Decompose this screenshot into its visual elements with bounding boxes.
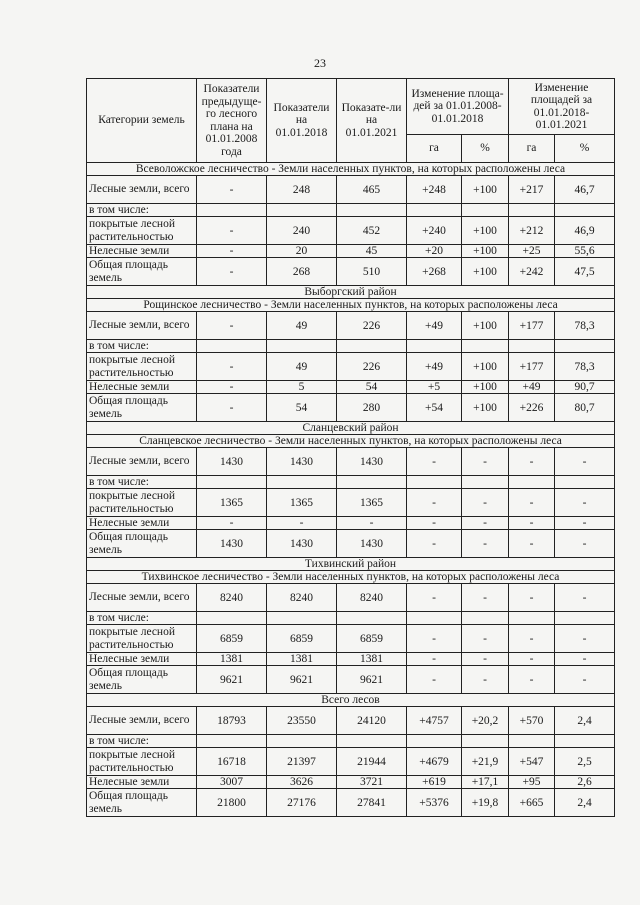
row-value: - [407,666,462,694]
table-row [87,448,615,476]
row-label: Лесные земли, всего [87,448,197,476]
row-label: Нелесные земли [87,517,197,530]
row-value [462,612,509,625]
row-value: 2,4 [555,789,615,817]
row-label: покрытые лесной растительностью [87,625,197,653]
row-value: - [197,394,267,422]
row-value: 27176 [267,789,337,817]
table-row [87,625,615,653]
row-label: покрытые лесной растительностью [87,748,197,776]
section-title: Тихвинское лесничество - Земли населенных пунктов, на которых расположены леса [87,571,615,584]
row-value: 1430 [267,448,337,476]
row-value: 21800 [197,789,267,817]
row-label: Нелесные земли [87,776,197,789]
row-value: +54 [407,394,462,422]
row-value: 9621 [337,666,407,694]
section-row [87,435,615,448]
row-value: +49 [407,353,462,381]
row-value: - [462,517,509,530]
section-title: Всего лесов [87,694,615,707]
table-row [87,748,615,776]
row-value: +212 [509,217,555,245]
row-value: +100 [462,176,509,204]
table-row [87,612,615,625]
row-value: 78,3 [555,353,615,381]
row-value: +619 [407,776,462,789]
row-label: Общая площадь земель [87,789,197,817]
row-label: в том числе: [87,612,197,625]
row-value [337,612,407,625]
row-value: 280 [337,394,407,422]
table-row [87,245,615,258]
row-value: - [407,584,462,612]
row-value: +95 [509,776,555,789]
row-value: 2,4 [555,707,615,735]
row-value: 3007 [197,776,267,789]
header-pct: % [462,135,509,163]
row-value: 1430 [197,530,267,558]
row-value: 1381 [197,653,267,666]
row-value: 6859 [267,625,337,653]
row-value: +21,9 [462,748,509,776]
row-value: 16718 [197,748,267,776]
table-body [87,163,615,817]
row-label: покрытые лесной растительностью [87,217,197,245]
row-value: 3626 [267,776,337,789]
row-value [509,204,555,217]
row-value: +17,1 [462,776,509,789]
row-value: - [197,381,267,394]
row-value: 1365 [337,489,407,517]
row-label: Нелесные земли [87,653,197,666]
row-value: 20 [267,245,337,258]
row-value: 54 [267,394,337,422]
row-value: 1430 [267,530,337,558]
row-value: 9621 [267,666,337,694]
row-label: Нелесные земли [87,245,197,258]
row-value: - [462,653,509,666]
row-value: 1381 [337,653,407,666]
row-value: 1430 [337,530,407,558]
row-value: - [197,312,267,340]
row-value [407,340,462,353]
row-value [462,204,509,217]
district-row [87,422,615,435]
row-value [267,476,337,489]
row-value: 54 [337,381,407,394]
row-value: +5 [407,381,462,394]
row-value [197,612,267,625]
row-value: 80,7 [555,394,615,422]
header-pct: % [555,135,615,163]
row-value: - [197,353,267,381]
row-value: - [197,217,267,245]
row-label: Лесные земли, всего [87,584,197,612]
row-value [197,735,267,748]
row-value: - [462,448,509,476]
row-value: +242 [509,258,555,286]
row-value [267,340,337,353]
row-value [337,735,407,748]
row-value [337,476,407,489]
row-value [337,204,407,217]
row-value [197,340,267,353]
table-row [87,517,615,530]
row-value: - [555,448,615,476]
row-value: 78,3 [555,312,615,340]
row-value [509,735,555,748]
row-label: Лесные земли, всего [87,176,197,204]
header-change-2008-2018: Изменение площа-дей за 01.01.2008-01.01.2018 [407,79,509,135]
row-value: 18793 [197,707,267,735]
row-value: 21944 [337,748,407,776]
row-value: +20,2 [462,707,509,735]
header-ha: га [509,135,555,163]
row-value: +49 [407,312,462,340]
row-value: 47,5 [555,258,615,286]
section-title: Всеволожское лесничество - Земли населенных пунктов, на которых расположены леса [87,163,615,176]
table-row [87,735,615,748]
row-value: +100 [462,381,509,394]
row-value: 2,5 [555,748,615,776]
section-title: Сланцевское лесничество - Земли населенных пунктов, на которых расположены леса [87,435,615,448]
table-row [87,353,615,381]
row-value: +248 [407,176,462,204]
row-value: - [267,517,337,530]
row-label: Общая площадь земель [87,394,197,422]
row-label: в том числе: [87,340,197,353]
row-label: Общая площадь земель [87,530,197,558]
row-value: 8240 [267,584,337,612]
row-value [555,204,615,217]
row-label: Лесные земли, всего [87,312,197,340]
table-row [87,394,615,422]
row-value: 90,7 [555,381,615,394]
table-row [87,584,615,612]
header-prev-plan: Показатели предыдуще-го лесного плана на 01.01.2008 года [197,79,267,163]
row-value [407,476,462,489]
row-value: 49 [267,353,337,381]
row-value: - [509,584,555,612]
row-value: - [509,625,555,653]
row-value: 1381 [267,653,337,666]
row-value: 1365 [197,489,267,517]
district-row [87,286,615,299]
row-value: +100 [462,394,509,422]
row-value: 452 [337,217,407,245]
table-row [87,789,615,817]
row-value: - [197,258,267,286]
row-label: в том числе: [87,735,197,748]
row-value [509,476,555,489]
row-label: покрытые лесной растительностью [87,489,197,517]
row-value: - [462,625,509,653]
row-value: +49 [509,381,555,394]
row-value: 240 [267,217,337,245]
row-value: 2,6 [555,776,615,789]
row-value: +665 [509,789,555,817]
row-label: Общая площадь земель [87,666,197,694]
row-value: - [407,489,462,517]
row-value: 45 [337,245,407,258]
row-value: - [509,666,555,694]
row-value: 24120 [337,707,407,735]
row-value: +25 [509,245,555,258]
row-value: - [407,625,462,653]
row-value [462,476,509,489]
table-row [87,312,615,340]
row-value: - [407,653,462,666]
row-value [407,204,462,217]
row-value: 248 [267,176,337,204]
row-value: +100 [462,245,509,258]
row-label: в том числе: [87,476,197,489]
row-value [555,476,615,489]
table-row [87,476,615,489]
row-value: +4679 [407,748,462,776]
row-value: - [197,245,267,258]
section-row [87,694,615,707]
row-label: покрытые лесной растительностью [87,353,197,381]
row-value: 27841 [337,789,407,817]
table-row [87,530,615,558]
section-row [87,299,615,312]
row-value [555,735,615,748]
district-title: Выборгский район [87,286,615,299]
row-label: в том числе: [87,204,197,217]
row-value: - [462,530,509,558]
row-value [462,735,509,748]
table-row [87,381,615,394]
row-value: +100 [462,258,509,286]
row-value: - [509,448,555,476]
row-value [267,612,337,625]
row-value: - [555,584,615,612]
row-value: 5 [267,381,337,394]
row-value: +5376 [407,789,462,817]
row-value: 49 [267,312,337,340]
row-value: +240 [407,217,462,245]
header-change-2018-2021: Изменение площадей за 01.01.2018-01.01.2021 [509,79,615,135]
row-value: +100 [462,312,509,340]
row-value: - [509,517,555,530]
row-value: 226 [337,312,407,340]
row-value: - [555,625,615,653]
table-row [87,776,615,789]
table-row [87,258,615,286]
row-value: 23550 [267,707,337,735]
row-label: Лесные земли, всего [87,707,197,735]
header-2021: Показате-ли на 01.01.2021 [337,79,407,163]
row-value: - [555,653,615,666]
row-value: - [555,530,615,558]
table-row [87,707,615,735]
table-row [87,204,615,217]
district-row [87,558,615,571]
row-value: 1365 [267,489,337,517]
row-value: 465 [337,176,407,204]
row-value [407,612,462,625]
row-value: - [555,666,615,694]
row-value: 21397 [267,748,337,776]
section-title: Рощинское лесничество - Земли населенных пунктов, на которых расположены леса [87,299,615,312]
row-value: - [509,653,555,666]
row-value [462,340,509,353]
row-value: - [509,530,555,558]
row-value: +177 [509,353,555,381]
row-value [197,204,267,217]
table-row [87,176,615,204]
header-ha: га [407,135,462,163]
district-title: Тихвинский район [87,558,615,571]
row-value: - [555,489,615,517]
row-value: - [555,517,615,530]
row-value [555,340,615,353]
row-value: +217 [509,176,555,204]
row-label: Нелесные земли [87,381,197,394]
row-value: 55,6 [555,245,615,258]
row-value: 3721 [337,776,407,789]
row-value: - [462,584,509,612]
row-value: +20 [407,245,462,258]
row-value: +570 [509,707,555,735]
page-number: 23 [314,56,326,70]
row-value: - [509,489,555,517]
table-row [87,217,615,245]
row-value: 6859 [337,625,407,653]
row-value: - [197,517,267,530]
row-value: +100 [462,353,509,381]
row-value: 9621 [197,666,267,694]
row-value: - [407,530,462,558]
row-value: +177 [509,312,555,340]
header-category: Категории земель [87,79,197,163]
table-row [87,653,615,666]
row-value: 226 [337,353,407,381]
row-value: 46,9 [555,217,615,245]
forest-land-table [86,78,615,817]
row-value: +268 [407,258,462,286]
row-value [509,612,555,625]
header-2018: Показатели на 01.01.2018 [267,79,337,163]
row-value: - [337,517,407,530]
row-value: 46,7 [555,176,615,204]
row-value: +19,8 [462,789,509,817]
row-value: - [462,489,509,517]
row-value: 1430 [197,448,267,476]
row-value: +4757 [407,707,462,735]
row-value [197,476,267,489]
section-row [87,571,615,584]
row-label: Общая площадь земель [87,258,197,286]
row-value: +547 [509,748,555,776]
row-value: - [407,517,462,530]
table-row [87,666,615,694]
row-value: - [197,176,267,204]
table-row [87,340,615,353]
row-value: 268 [267,258,337,286]
row-value [267,204,337,217]
row-value [509,340,555,353]
row-value: 8240 [337,584,407,612]
row-value [555,612,615,625]
row-value: +100 [462,217,509,245]
row-value [337,340,407,353]
row-value: - [462,666,509,694]
table-row [87,489,615,517]
row-value: 8240 [197,584,267,612]
row-value: 510 [337,258,407,286]
row-value: 1430 [337,448,407,476]
row-value [407,735,462,748]
section-row [87,163,615,176]
row-value: - [407,448,462,476]
row-value: +226 [509,394,555,422]
row-value: 6859 [197,625,267,653]
row-value [267,735,337,748]
district-title: Сланцевский район [87,422,615,435]
